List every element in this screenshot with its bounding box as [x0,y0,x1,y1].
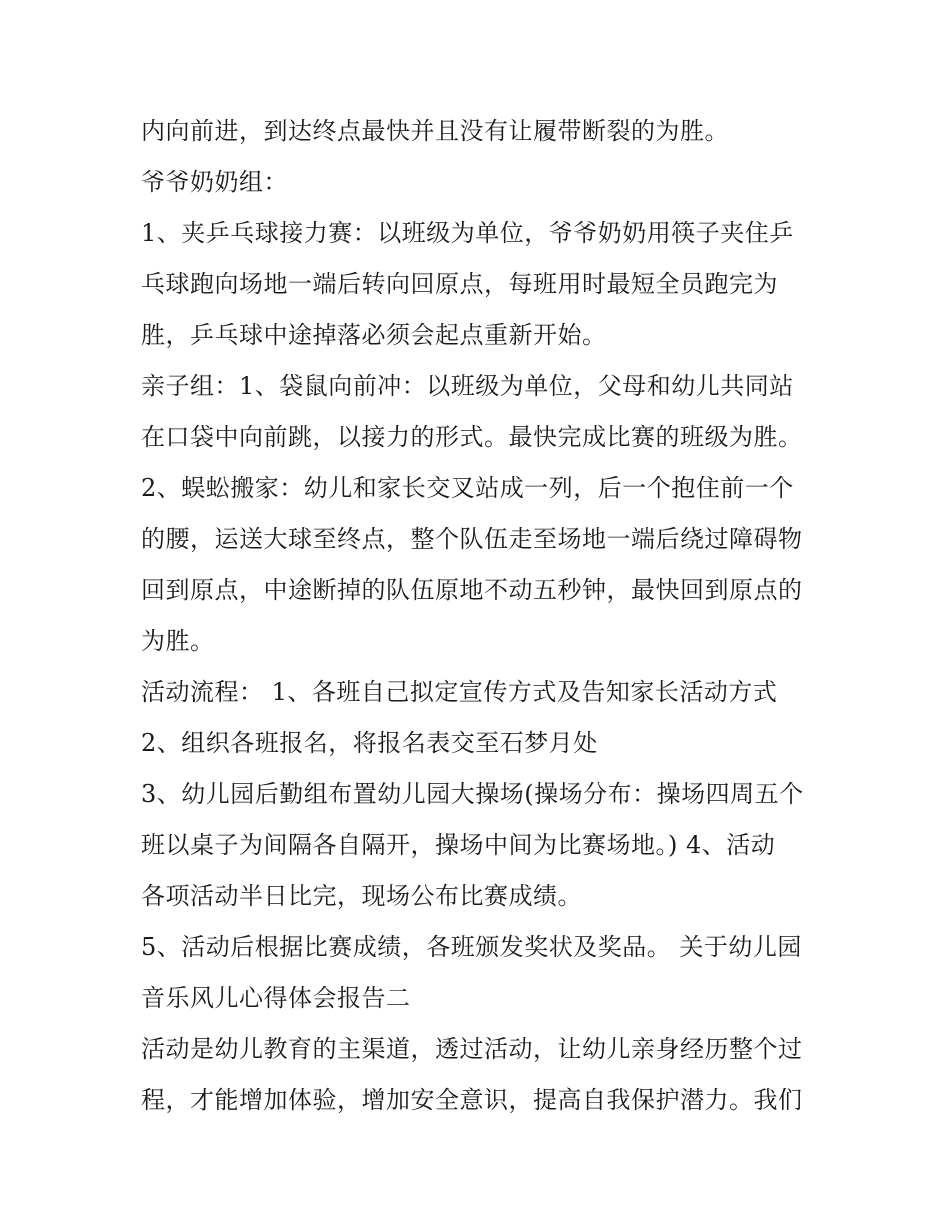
text-line: 乓球跑向场地一端后转向回原点，每班用时最短全员跑完为 [141,270,778,298]
text-line: 在口袋中向前跳，以接力的形式。最快完成比赛的班级为胜。 [141,423,803,451]
text-line: 5、活动后根据比赛成绩，各班颁发奖状及奖品。 关于幼儿园 [141,933,802,961]
text-line: 程，才能增加体验，增加安全意识，提高自我保护潜力。我们 [141,1086,803,1114]
text-line: 1、夹乒乓球接力赛：以班级为单位，爷爷奶奶用筷子夹住乒 [141,219,794,247]
text-line: 2、蜈蚣搬家：幼儿和家长交叉站成一列，后一个抱住前一个 [141,474,794,502]
text-line: 为胜。 [141,627,215,655]
text-line: 回到原点，中途断掉的队伍原地不动五秒钟，最快回到原点的 [141,576,803,604]
text-line: 活动是幼儿教育的主渠道，透过活动，让幼儿亲身经历整个过 [141,1035,803,1063]
text-line: 2、组织各班报名，将报名表交至石梦月处 [141,729,598,757]
section-heading-grandparents: 爷爷奶奶组： [141,168,288,196]
text-line: 班以桌子为间隔各自隔开，操场中间为比赛场地。) 4、活动 [141,831,776,859]
body-text [141,106,821,1126]
section-title: 音乐风儿心得体会报告二 [141,984,411,1012]
text-line: 活动流程： 1、各班自己拟定宣传方式及告知家长活动方式 [141,678,778,706]
text-line: 3、幼儿园后勤组布置幼儿园大操场(操场分布：操场四周五个 [141,780,804,808]
text-line: 的腰，运送大球至终点，整个队伍走至场地一端后绕过障碍物 [141,525,803,553]
text-line: 胜，乒乓球中途掉落必须会起点重新开始。 [141,321,607,349]
text-line: 亲子组：1、袋鼠向前冲：以班级为单位，父母和幼儿共同站 [141,372,794,400]
text-line: 内向前进，到达终点最快并且没有让履带断裂的为胜。 [141,117,729,145]
text-line: 各项活动半日比完，现场公布比赛成绩。 [141,882,582,910]
